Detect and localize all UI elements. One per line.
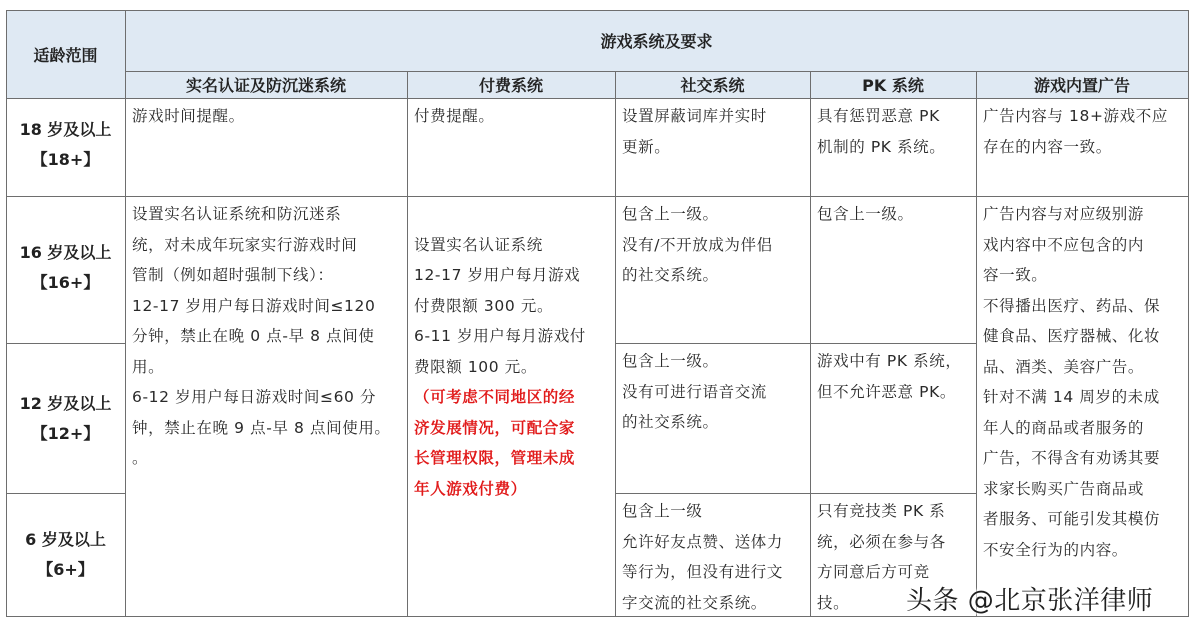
cell-social-6: 包含上一级 允许好友点赞、送体力 等行为，但没有进行文 字交流的社交系统。	[622, 502, 784, 612]
divider-col-payment	[615, 71, 616, 617]
age-badge: 【12+】	[31, 424, 100, 443]
cell-pk-16: 包含上一级。	[817, 205, 914, 223]
divider-row-16-right	[615, 343, 976, 344]
column-header-social	[615, 71, 810, 98]
payment-note: （可考虑不同地区的经 济发展情况，可配合家 长管理权限，管理未成 年人游戏付费）	[414, 388, 576, 498]
cell-social-18: 设置屏蔽词库并实时 更新。	[622, 107, 767, 156]
table-border-right	[1188, 10, 1189, 617]
cell-ads-18: 广告内容与 18+游戏不应 存在的内容一致。	[983, 107, 1168, 156]
column-header-label: 游戏内置广告	[1033, 76, 1130, 95]
cell-realname-18: 游戏时间提醒。	[132, 107, 245, 125]
age-badge: 【18+】	[31, 150, 100, 169]
column-header-pk	[810, 71, 976, 98]
column-header-label: PK 系统	[862, 76, 924, 95]
divider-col-age	[125, 10, 126, 617]
table-border-top	[6, 10, 1189, 11]
column-header-label: 社交系统	[680, 76, 745, 95]
header-age-range-label: 适龄范围	[33, 45, 98, 65]
cell-social-16: 包含上一级。 没有/不开放成为伴侣 的社交系统。	[622, 205, 773, 284]
age-row-18	[6, 115, 125, 175]
divider-row-18	[6, 196, 1189, 197]
age-label: 6 岁及以上	[25, 530, 106, 549]
divider-header-body	[6, 98, 1189, 99]
watermark: 头条 @北京张洋律师	[906, 586, 1154, 616]
age-label: 12 岁及以上	[19, 394, 112, 413]
age-row-12	[6, 389, 125, 449]
divider-row-16-age	[6, 343, 125, 344]
payment-rules: 设置实名认证系统 12-17 岁用户每月游戏 付费限额 300 元。 6-11 岁用户每月游戏付 费限额 100 元。	[414, 235, 586, 376]
age-label: 16 岁及以上	[19, 243, 112, 262]
age-badge: 【6+】	[37, 560, 94, 579]
header-group-label: 游戏系统及要求	[600, 32, 713, 51]
divider-col-pk	[976, 71, 977, 617]
column-header-label: 付费系统	[478, 76, 543, 95]
cell-pk-12: 游戏中有 PK 系统， 但不允许恶意 PK。	[817, 352, 962, 401]
cell-social-12: 包含上一级。 没有可进行语音交流 的社交系统。	[622, 352, 767, 431]
cell-payment-lower	[407, 196, 615, 616]
column-header-ads	[976, 71, 1188, 98]
age-badge: 【16+】	[31, 273, 100, 292]
table-border-left	[6, 10, 7, 617]
column-header-label: 实名认证及防沉迷系统	[185, 76, 346, 95]
header-age-range	[6, 10, 125, 98]
divider-group-header	[125, 71, 1188, 72]
age-row-16	[6, 238, 125, 298]
cell-pk-6: 只有竞技类 PK 系 统，必须在参与各 方同意后方可竞 技。	[817, 502, 946, 612]
divider-col-realname	[407, 71, 408, 617]
divider-col-social	[810, 71, 811, 617]
cell-realname-lower: 设置实名认证系统和防沉迷系 统，对未成年玩家实行游戏时间 管制（例如超时强制下线）： 12-17 岁用户每日游戏时间≤120 分钟，禁止在晚 0 点-早 8 点间使 用。 6-12 岁用户每日游戏时间≤60 分 钟，禁止在晚 9 点-早 8 点间使用。 。	[132, 205, 391, 467]
cell-pk-18: 具有惩罚恶意 PK 机制的 PK 系统。	[817, 107, 946, 156]
age-label: 18 岁及以上	[19, 120, 112, 139]
cell-ads-lower: 广告内容与对应级别游 戏内容中不应包含的内 容一致。 不得播出医疗、药品、保 健食品、医疗器械、化妆 品、酒类、美容广告。 针对不满 14 周岁的未成 年人的商品或者服务的 广告，不得含有劝诱其要 求家长购买广告商品或 者服务、可能引发其模仿 不安全行为的内容。	[983, 205, 1161, 559]
column-header-realname	[125, 71, 407, 98]
column-header-payment	[407, 71, 615, 98]
cell-payment-18: 付费提醒。	[414, 107, 495, 125]
divider-row-12-right	[615, 493, 976, 494]
divider-row-12-age	[6, 493, 125, 494]
header-group	[125, 10, 1188, 71]
age-row-6	[6, 525, 125, 585]
